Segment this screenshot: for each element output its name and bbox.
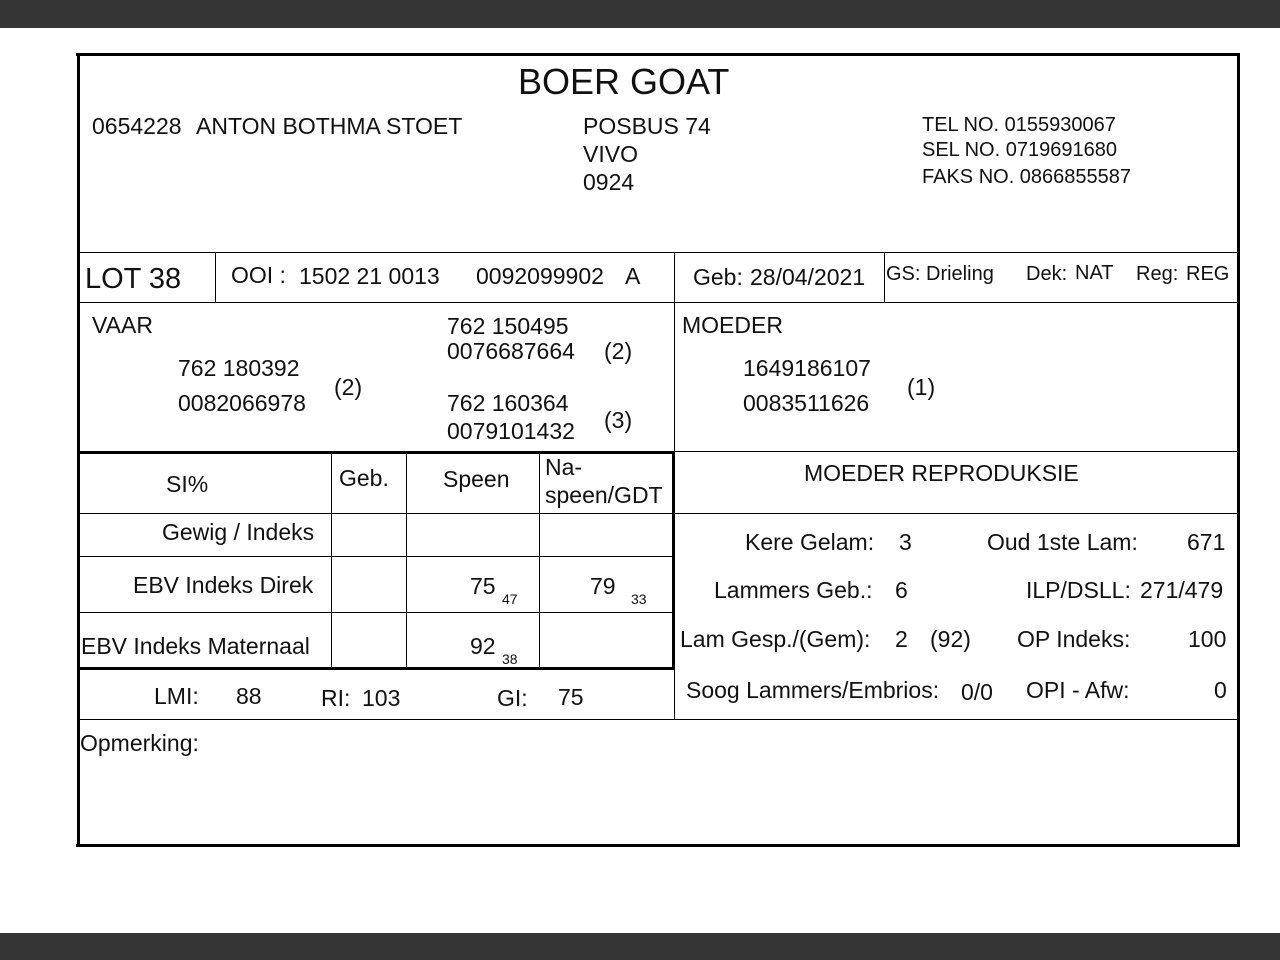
ri-label: RI:: [321, 685, 351, 711]
divider: [884, 253, 885, 303]
direk-speen-value: 75: [470, 573, 496, 599]
ilp-value: 271/479: [1140, 577, 1224, 603]
kere-label: Kere Gelam:: [745, 529, 875, 555]
geb-label: Geb:: [693, 264, 743, 290]
fax-number: FAKS NO. 0866855587: [922, 166, 1132, 188]
ooi-label: OOI :: [231, 262, 286, 288]
direk-naspeen-value: 79: [590, 573, 616, 599]
oud-label: Oud 1ste Lam:: [987, 529, 1138, 555]
reg-label: Reg:: [1136, 263, 1179, 285]
kere-value: 3: [899, 529, 912, 555]
ooi-id: 1502 21 0013: [299, 263, 440, 289]
divider: [79, 513, 1238, 514]
mat-speen-sub: 38: [502, 651, 518, 667]
ilp-label: ILP/DSLL:: [1026, 577, 1131, 603]
direk-speen-sub: 47: [502, 591, 518, 607]
card-title: BOER GOAT: [518, 61, 730, 102]
gi-label: GI:: [497, 685, 528, 711]
lmi-value: 88: [236, 683, 262, 709]
top-dark-bar: [0, 0, 1280, 28]
soog-value: 0/0: [961, 679, 993, 705]
opi-value: 0: [1214, 677, 1227, 703]
grandsire-id: 762 150495: [447, 313, 569, 339]
vaar-id: 762 180392: [178, 355, 300, 381]
moeder-reg: 0083511626: [743, 390, 870, 416]
op-value: 100: [1188, 626, 1227, 652]
address-line: POSBUS 74: [583, 113, 711, 139]
divider: [215, 253, 216, 303]
moeder-label: MOEDER: [682, 312, 783, 338]
frame-left: [77, 53, 80, 847]
moeder-count: (1): [907, 374, 936, 400]
ooi-grade: A: [625, 263, 641, 289]
vaar-label: VAAR: [92, 312, 153, 338]
divider: [79, 252, 1238, 253]
lammers-value: 6: [895, 577, 908, 603]
oud-value: 671: [1187, 529, 1226, 555]
address-line: 0924: [583, 169, 635, 195]
granddam-count: (3): [604, 407, 633, 433]
si-header: SI%: [166, 471, 209, 497]
divider: [79, 302, 1238, 303]
breeder-id: 0654228: [92, 113, 182, 139]
reproduction-title: MOEDER REPRODUKSIE: [804, 460, 1079, 486]
cell-number: SEL NO. 0719691680: [922, 139, 1117, 161]
frame-bottom: [76, 844, 1240, 847]
divider: [672, 452, 675, 670]
row-label-maternaal: EBV Indeks Maternaal: [81, 633, 310, 659]
lmi-label: LMI:: [154, 683, 199, 709]
bottom-dark-bar: [0, 933, 1280, 960]
direk-naspeen-sub: 33: [631, 591, 647, 607]
moeder-id: 1649186107: [743, 355, 871, 381]
divider: [79, 719, 1238, 720]
soog-label: Soog Lammers/Embrios:: [686, 677, 940, 703]
granddam-reg: 0079101432: [447, 418, 575, 444]
row-label-direk: EBV Indeks Direk: [133, 572, 314, 598]
vaar-reg: 0082066978: [178, 390, 306, 416]
grandsire-count: (2): [604, 338, 633, 364]
gs-value: GS: Drieling: [886, 263, 994, 285]
grandsire-reg: 0076687664: [447, 338, 575, 364]
vaar-count: (2): [334, 374, 363, 400]
gi-value: 75: [558, 684, 584, 710]
divider: [331, 454, 332, 669]
lamgesp-gem-value: (92): [930, 626, 971, 652]
remark-label: Opmerking:: [80, 730, 199, 756]
divider: [79, 612, 673, 613]
divider: [79, 556, 673, 557]
geb-header: Geb.: [339, 465, 389, 491]
frame-right: [1237, 53, 1240, 847]
tel-number: TEL NO. 0155930067: [922, 114, 1116, 136]
dek-value: NAT: [1075, 262, 1114, 284]
op-label: OP Indeks:: [1017, 626, 1131, 652]
ri-value: 103: [362, 685, 401, 711]
frame-top: [76, 53, 1240, 56]
naspeen-header: Na-: [545, 454, 583, 480]
lamgesp-value: 2: [895, 626, 908, 652]
opi-label: OPI - Afw:: [1026, 677, 1130, 703]
speen-header: Speen: [443, 466, 510, 492]
divider: [675, 451, 1238, 452]
dek-label: Dek:: [1026, 263, 1068, 285]
lammers-label: Lammers Geb.:: [714, 577, 873, 603]
divider: [79, 451, 675, 454]
divider: [539, 454, 540, 669]
lot-number: LOT 38: [85, 263, 182, 295]
ooi-reg: 0092099902: [476, 263, 604, 289]
divider: [406, 454, 407, 669]
mat-speen-value: 92: [470, 633, 496, 659]
reg-value: REG: [1186, 263, 1230, 285]
naspeen-header: speen/GDT: [545, 482, 663, 508]
lamgesp-label: Lam Gesp./(Gem):: [680, 626, 871, 652]
breeder-name: ANTON BOTHMA STOET: [196, 113, 463, 139]
address-line: VIVO: [583, 141, 638, 167]
divider: [79, 667, 675, 670]
birth-date: 28/04/2021: [750, 264, 866, 290]
row-label-gewig: Gewig / Indeks: [162, 519, 315, 545]
granddam-id: 762 160364: [447, 390, 569, 416]
